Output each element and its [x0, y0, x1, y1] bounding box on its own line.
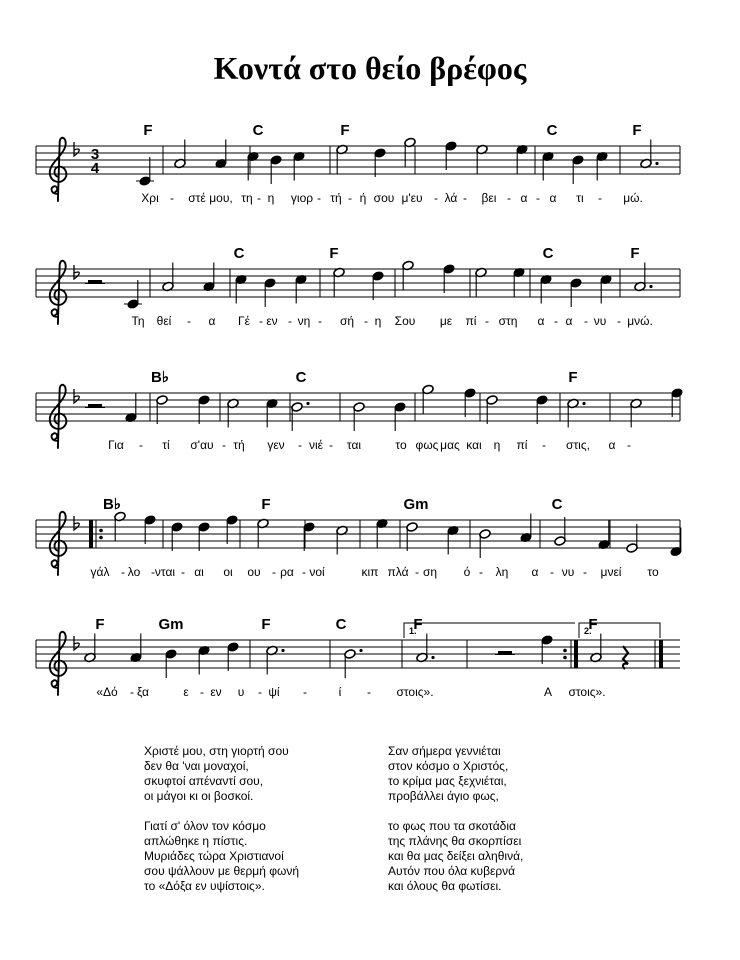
note [479, 529, 491, 558]
lyric-syllable: το [647, 565, 659, 579]
lyric-syllable: - [258, 685, 262, 699]
verse-line: Σαν σήμερα γεννιέται [388, 744, 501, 758]
note [344, 649, 363, 678]
lyric-syllable: - [181, 565, 185, 579]
note [464, 388, 476, 417]
note [445, 141, 457, 170]
chord-symbol: C [252, 122, 264, 139]
lyric-syllable: λη [495, 565, 509, 579]
note [626, 524, 638, 553]
lyric-syllable: τή [233, 438, 245, 452]
chord-symbol: C [546, 122, 558, 139]
treble-clef [50, 385, 67, 448]
lyric-syllable: στοις». [396, 685, 434, 699]
note [536, 395, 548, 424]
lyric-syllable: - [463, 191, 467, 205]
lyric-syllable: - [329, 438, 333, 452]
lyric-syllable: λο [127, 565, 141, 579]
lyric-syllable: νυ [561, 565, 575, 579]
lyric-syllable: - [415, 565, 419, 579]
note [293, 151, 305, 180]
chord-symbol: C [542, 245, 554, 262]
verse-line: απλώθηκε η πίστις. [144, 834, 248, 848]
lyric-syllable: - [554, 314, 558, 328]
lyric-syllable: τη [241, 191, 253, 205]
note [266, 645, 285, 674]
verse-line: Γιατί σ' όλον τον κόσμο [144, 819, 266, 833]
note [130, 634, 142, 663]
lyric-syllable: - [288, 314, 292, 328]
key-signature-flat [74, 636, 79, 650]
treble-clef [50, 512, 67, 575]
note [257, 518, 269, 547]
lyric-syllable: εν [210, 685, 222, 699]
chord-symbol: F [568, 369, 578, 386]
lyric-syllable: γάλ [90, 565, 110, 579]
chord-symbol: Gm [158, 616, 184, 633]
note [590, 634, 602, 663]
verse-line: Αυτόν που όλα κυβερνά [388, 864, 516, 878]
note [226, 515, 238, 544]
verse-line: Μυριάδες τώρα Χριστιανοί [144, 849, 284, 863]
lyric-syllable: μώ. [623, 191, 643, 205]
lyric-syllable: ί [338, 685, 342, 699]
note [570, 278, 582, 307]
lyric-syllable: - [507, 191, 511, 205]
note [404, 137, 416, 166]
note [114, 511, 126, 540]
note [156, 395, 168, 424]
note [394, 402, 406, 431]
lyric-syllable: - [121, 565, 125, 579]
lyric-syllable: μνώ. [627, 314, 653, 328]
lyric-syllable: α [520, 191, 528, 205]
volta-label-2: 2. [584, 626, 592, 636]
verse-line: σου ψάλλουν με θερμή φωνή [144, 864, 300, 878]
lyric-syllable: πί [465, 314, 477, 328]
lyric-syllable: - [318, 314, 322, 328]
lyric-syllable: σου [373, 191, 395, 205]
lyric-syllable: - [298, 438, 302, 452]
lyric-syllable: α [565, 314, 573, 328]
note [333, 267, 345, 296]
note [353, 402, 365, 431]
note [372, 271, 384, 300]
note [198, 645, 210, 674]
verse-line: δεν θα 'ναι μοναχοί, [144, 759, 249, 773]
chord-symbol: C [295, 369, 307, 386]
note [520, 514, 532, 543]
note [554, 517, 566, 546]
lyric-syllable: οι [223, 565, 233, 579]
lyric-syllable: μνεί [600, 565, 622, 579]
verse-stanza [388, 744, 523, 804]
repeat-start-thick-barline [89, 520, 93, 548]
lyric-syllable: - [257, 191, 261, 205]
note [513, 267, 525, 296]
lyric-syllable: γεν [267, 438, 285, 452]
chord-symbol: F [413, 616, 423, 633]
verse-line: το κρίμα μας ξεχνιέται, [388, 774, 507, 788]
lyric-syllable: λά [444, 191, 458, 205]
lyric-syllable: - [222, 438, 226, 452]
lyric-syllable: - [485, 314, 489, 328]
lyric-syllable: με [439, 314, 453, 328]
note [634, 263, 653, 292]
repeat-dot [563, 649, 567, 653]
note [447, 525, 459, 554]
lyric-syllable: τή [330, 191, 342, 205]
lyric-syllable: Γέ [238, 314, 250, 328]
lyric-syllable: - [367, 685, 371, 699]
note [486, 395, 498, 424]
lyric-syllable: η [374, 314, 382, 328]
chord-symbol: F [143, 122, 153, 139]
lyric-syllable: - [550, 565, 554, 579]
note [572, 155, 584, 184]
chord-symbol: C [233, 245, 245, 262]
note [203, 263, 215, 292]
verse-line: και θα μας δείξει αληθινά, [388, 849, 524, 863]
key-signature-flat [74, 142, 79, 156]
lyric-syllable: Α [543, 685, 553, 699]
note [516, 144, 528, 173]
verses-left-column [144, 744, 299, 909]
lyric-syllable: το [395, 438, 407, 452]
lyric-syllable: - [627, 438, 631, 452]
lyric-syllable: «Δό [96, 685, 118, 699]
note [422, 384, 434, 413]
note [443, 264, 455, 293]
chord-symbol: Gm [403, 496, 429, 513]
note [235, 274, 247, 303]
key-signature-flat [74, 516, 79, 530]
lyric-syllable: η [493, 438, 501, 452]
repeat-dot [563, 656, 567, 660]
repeat-dot [99, 536, 103, 540]
lyric-syllable: - [479, 565, 483, 579]
lyric-syllable: κιπ [361, 565, 379, 579]
lyric-syllable: νοί [309, 565, 325, 579]
note [171, 522, 183, 551]
note [144, 515, 156, 544]
note [567, 398, 586, 427]
staff-lines [36, 269, 680, 297]
note [671, 388, 683, 417]
lyric-syllable: - [536, 191, 540, 205]
note [215, 140, 227, 169]
lyric-syllable: ε [183, 685, 189, 699]
lyric-syllable: - [584, 314, 588, 328]
lyric-syllable: - [302, 565, 306, 579]
chord-symbol: F [588, 616, 598, 633]
lyric-syllable: θεί [156, 314, 172, 328]
chord-symbol: F [630, 245, 640, 262]
chord-symbol: F [95, 616, 105, 633]
note [264, 278, 276, 307]
note [124, 280, 142, 309]
note [542, 151, 554, 180]
lyric-syllable: στη [498, 314, 518, 328]
note [376, 518, 388, 547]
lyric-syllable: - [348, 191, 352, 205]
half-rest [498, 651, 512, 655]
lyric-syllable: - [434, 191, 438, 205]
chord-symbol: F [632, 122, 642, 139]
lyric-syllable: μας [440, 438, 460, 452]
lyric-syllable: αι [194, 565, 204, 579]
chord-symbol: F [329, 245, 339, 262]
chord-symbol: C [335, 616, 347, 633]
quarter-rest [623, 646, 628, 669]
verse-stanza [144, 819, 299, 894]
note [598, 521, 610, 550]
lyric-syllable: και [466, 438, 482, 452]
note [198, 395, 210, 424]
note [596, 151, 608, 180]
key-signature-flat [74, 265, 79, 279]
note [630, 398, 642, 427]
lyric-syllable: α [549, 191, 557, 205]
lyric-syllable: ται [346, 438, 362, 452]
lyric-syllable: φως [415, 438, 439, 452]
lyric-syllable: εν [266, 314, 278, 328]
note [540, 274, 552, 303]
lyric-syllable: - [272, 565, 276, 579]
lyric-syllable: γιορ [290, 191, 314, 205]
lyric-syllable: μ'ευ [401, 191, 423, 205]
lyric-syllable: στέ [188, 191, 206, 205]
note [84, 634, 96, 663]
lyric-syllable: νυ [593, 314, 607, 328]
note [291, 402, 310, 431]
final-thick-barline [659, 640, 663, 668]
treble-clef [50, 138, 67, 201]
note [402, 260, 414, 289]
verse-line: Χριστέ μου, στη γιορτή σου [144, 744, 289, 758]
lyric-syllable: Τη [131, 314, 145, 328]
note [227, 398, 239, 427]
note [174, 140, 186, 169]
chord-symbol: F [261, 496, 271, 513]
lyric-syllable: - [583, 565, 587, 579]
verse-line: προβάλλει άγιο φως, [388, 789, 499, 803]
note [336, 525, 348, 554]
verse-stanza [144, 744, 299, 804]
chord-symbol: B♭ [151, 369, 169, 386]
verse-line: το «Δόξα εν υψίστοις». [144, 879, 265, 893]
note [247, 151, 259, 180]
lyric-syllable: τί [162, 438, 170, 452]
lyric-syllable: α [531, 565, 539, 579]
note [295, 274, 307, 303]
lyric-syllable: Για [108, 438, 124, 452]
lyric-syllable: ση [422, 565, 438, 579]
note [406, 522, 418, 551]
lyric-syllable: α [208, 314, 216, 328]
note [600, 274, 612, 303]
lyric-syllable: νται [154, 565, 176, 579]
lyric-syllable: στις, [566, 438, 590, 452]
note [165, 649, 177, 678]
lyric-syllable: - [151, 565, 155, 579]
lyric-syllable: νη [297, 314, 311, 328]
lyric-syllable: - [317, 191, 321, 205]
note [266, 398, 278, 427]
treble-clef [50, 632, 67, 695]
note [198, 522, 210, 551]
note [541, 635, 553, 664]
lyric-syllable: υ [237, 685, 245, 699]
verse-line: σκυφτοί απέναντί σου, [144, 774, 264, 788]
lyric-syllable: - [200, 685, 204, 699]
volta-label-1: 1. [409, 626, 417, 636]
staff-lines [36, 520, 680, 548]
lyric-syllable: βει [481, 191, 497, 205]
note [227, 642, 239, 671]
note [640, 140, 659, 169]
lyric-syllable: - [259, 314, 263, 328]
lyric-syllable: σ'αυ [190, 438, 214, 452]
treble-clef [50, 261, 67, 324]
lyric-syllable: νιέ [308, 438, 324, 452]
repeat-end-thick-barline [574, 640, 578, 668]
lyric-syllable: - [303, 685, 307, 699]
lyric-syllable: α [608, 438, 616, 452]
verse-stanza [388, 819, 523, 894]
note [374, 148, 386, 177]
song-title: Κοντά στο θείο βρέφος [213, 50, 527, 86]
chord-symbol: F [340, 122, 350, 139]
lyric-syllable: ξα [137, 685, 149, 699]
note [162, 263, 174, 292]
note [416, 634, 435, 663]
lyric-syllable: μου, [209, 191, 233, 205]
verse-line: οι μάγοι κι οι βοσκοί. [144, 789, 254, 803]
lyric-syllable: - [170, 191, 174, 205]
lyric-syllable: πλά [387, 565, 409, 579]
note [336, 144, 348, 173]
staff-lines [36, 640, 680, 668]
time-signature-top: 3 [90, 146, 100, 163]
note [270, 155, 282, 184]
repeat-dot [99, 529, 103, 533]
note [476, 144, 488, 173]
lyric-syllable: ή [359, 191, 367, 205]
verse-line: το φως που τα σκοτάδια [388, 819, 516, 833]
verses-right-column [388, 744, 523, 909]
key-signature-flat [74, 389, 79, 403]
lyric-syllable: - [187, 314, 191, 328]
lyric-syllable: α [537, 314, 545, 328]
time-signature-bottom: 4 [90, 160, 100, 177]
lyric-syllable: - [598, 191, 602, 205]
verse-line: της πλάνης θα σκορπίσει [388, 834, 522, 848]
lyric-syllable: ψί [268, 685, 280, 699]
verse-line: στον κόσμο ο Χριστός, [388, 759, 509, 773]
lyric-syllable: τι [576, 191, 584, 205]
lyric-syllable: ό [463, 565, 471, 579]
lyric-syllable: ου [247, 565, 261, 579]
lyric-syllable: Χρι [141, 191, 159, 205]
lyric-syllable: - [542, 438, 546, 452]
lyric-syllable: σή [339, 314, 355, 328]
lyric-syllable: - [364, 314, 368, 328]
lyric-syllable: ρα [280, 565, 294, 579]
note [303, 522, 315, 551]
chord-symbol: C [551, 496, 563, 513]
lyric-syllable: - [617, 314, 621, 328]
lyric-syllable: - [130, 685, 134, 699]
chord-symbol: F [261, 616, 271, 633]
note [475, 267, 487, 296]
lyric-syllable: πί [516, 438, 528, 452]
note [136, 157, 154, 186]
lyric-syllable: η [267, 191, 275, 205]
verse-line: και όλους θα φωτίσει. [388, 879, 502, 893]
lyric-syllable: Σου [394, 314, 416, 328]
half-rest [88, 404, 102, 408]
chord-symbol: B♭ [103, 496, 121, 513]
lyric-syllable: - [139, 438, 143, 452]
note [125, 394, 137, 423]
half-rest [88, 280, 102, 284]
lyric-syllable: στοις». [568, 685, 606, 699]
